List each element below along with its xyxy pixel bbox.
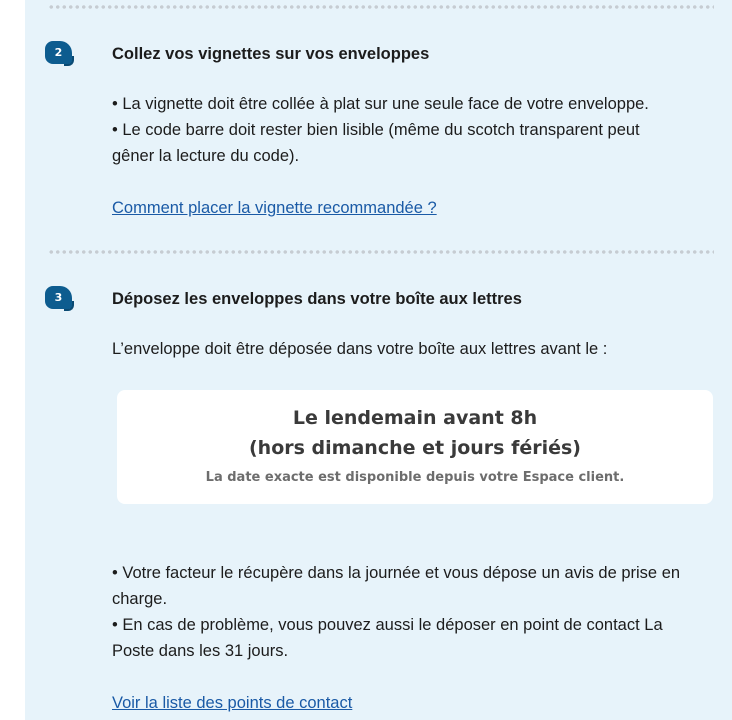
deadline-line-1: Le lendemain avant 8h	[292, 407, 538, 429]
step-2-title: Collez vos vignettes sur vos enveloppes	[112, 45, 430, 63]
step-2-badge	[45, 41, 72, 64]
step-3-bullet-2: • En cas de problème, vous pouvez aussi le déposer en point de contact La	[112, 616, 663, 634]
deadline-card	[117, 390, 713, 504]
step-3-intro-text: L’enveloppe doit être déposée dans votre boîte aux lettres avant le :	[112, 340, 608, 358]
contact-points-link[interactable]: Voir la liste des points de contact	[112, 694, 353, 712]
step-3-badge	[45, 286, 72, 309]
step-3-bullet-1: • Votre facteur le récupère dans la journée et vous dépose un avis de prise en	[112, 564, 681, 582]
step-2-instructions	[112, 91, 649, 169]
deadline-line-2: (hors dimanche et jours fériés)	[249, 437, 581, 459]
dotted-divider-middle	[48, 250, 714, 254]
label-placement-link[interactable]: Comment placer la vignette recommandée ?	[112, 199, 437, 217]
step-3-instructions	[112, 560, 680, 664]
step-3-number: 3	[54, 291, 63, 304]
step-2-number: 2	[54, 46, 63, 59]
step-3-title: Déposez les enveloppes dans votre boîte aux lettres	[112, 290, 522, 308]
step-2-bullet-2: • Le code barre doit rester bien lisible (même du scotch transparent peut	[112, 121, 640, 139]
dotted-divider-top	[48, 5, 714, 9]
step-3-intro	[112, 336, 607, 362]
step-3-bullet-2-continued: Poste dans les 31 jours.	[112, 642, 289, 660]
step-2-bullet-2-continued: gêner la lecture du code).	[112, 147, 300, 165]
deadline-note: La date exacte est disponible depuis votre Espace client.	[205, 470, 625, 485]
step-2-bullet-1: • La vignette doit être collée à plat sur une seule face de votre enveloppe.	[112, 95, 649, 113]
step-3-bullet-1-continued: charge.	[112, 590, 168, 608]
